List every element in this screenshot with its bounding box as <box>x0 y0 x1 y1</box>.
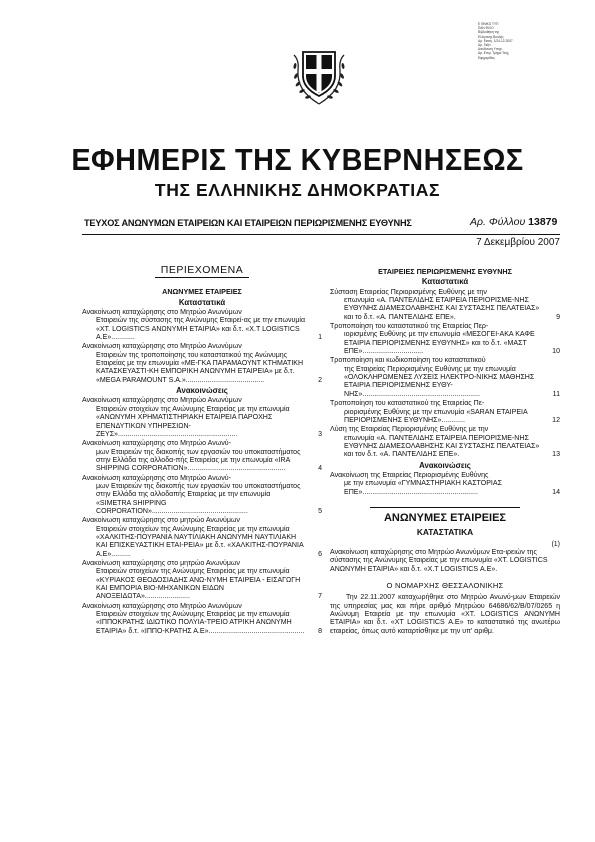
toc-entry-text: Εταιρειών στοιχείων της Ανώνυμης Εταιρείας με την επωνυμία «ΧΑΛΚΙΤΗΣ-ΠΟΥΡΑΝΙΑ ΝΑΥΤΙΛΙΑΚΗ ΑΝΩΝΥΜΗ ΝΑΥΤΙΛΙΑΚΗ ΚΑΙ ΕΠΙΣΚΕΥΑΣΤΙΚΗ ΕΤΑΙ-ΡΕΙΑ» με δ.τ. «ΧΑΛΚΙΤΗΣ-ΠΟΥΡΑΝΙΑ Α.Ε».......... <box>96 525 304 558</box>
toc-entry[interactable] <box>330 426 560 459</box>
stamp-line: Εφημερίδας <box>478 55 495 60</box>
toc-entry-first-line: Τροποποίηση και κωδικοποίηση του καταστατικού <box>330 357 486 365</box>
stamp-line: Ε ΘΝΙΚΟ ΤΥΠ <box>478 22 499 26</box>
section-divider <box>370 507 520 508</box>
toc-page-number: 11 <box>552 390 560 398</box>
issue-label: Αρ. Φύλλου <box>470 216 526 228</box>
notice-text: Την 22.11.2007 καταχωρήθηκε στο Μητρώο Ανωνύ-μων Εταιρειών της υπηρεσίας μας και πήρε αριθμό Μητρώου 64686/62/Β/07/0265 η Ανώνυμη Εταιρεία με την επωνυμία «ΧΤ. LOGISTICS ΑΝΩΝΥΜΗ ΕΤΑΙΡΙΑ» και δ.τ. «ΧΤ LOGISTICS Α.Ε» το καταστατικό της ανωτέρω εταιρείας, όπως αυτό καταρτίσθηκε με την υπ' αριθμ. <box>330 594 560 635</box>
toc-entry-text: μων Εταιρειών της διακοπής των εργασιών του υποκαταστήματος στην Ελλάδα της αλλοδαπής Εταιρείας με την επωνυμία «SIMETRA SHIPPING CORPORATION»................................................. <box>96 482 301 515</box>
toc-entry-text: της Εταιρείας Περιορισμένης Ευθύνης με την επωνυμία «ΟΛΟΚΛΗΡΩΜΕΝΕΣ ΛΥΣΕΙΣ ΗΛΕΚΤΡΟ-ΝΙΚΗΣ ΜΑΘΗΣΗΣ ΕΤΑΙΡΙΑ ΠΕΡΙΟΡΙΣΜΕΝΗΣ ΕΥΘΥ-ΝΗΣ»............................................................ <box>344 365 535 398</box>
series-title: ΤΕΥΧΟΣ ΑΝΩΝΥΜΩΝ ΕΤΑΙΡΕΙΩΝ ΚΑΙ ΕΤΑΙΡΕΙΩΝ ΠΕΡΙΩΡΙΣΜΕΝΗΣ ΕΥΘΥΝΗΣ <box>84 218 412 228</box>
toc-entry-text: Εταιρειών στοιχείων της Ανώνυμης Εταιρείας με την επωνυμία «ΑΝΩΝΥΜΗ ΧΡΗΜΑΤΙΣΤΗΡΙΑΚΗ ΕΤΑΙΡΕΙΑ ΠΑΡΟΧΗΣ ΕΠΕΝΔΥΤΙΚΩΝ ΥΠΗΡΕΣΙΩΝ-ΖΕΥΣ»............................................................. <box>96 405 290 438</box>
toc-entry-text: επωνυμία «Α. ΠΑΝΤΕΛΙΔΗΣ ΕΤΑΙΡΕΙΑ ΠΕΡΙΟΡΙΣΜΕ-ΝΗΣ ΕΥΘΥΝΗΣ ΔΙΑΜΕΣΟΛΑΒΗΣΗΣ ΚΑΙ ΣΥΣΤΑΣΗΣ ΠΕΛΑΤΕΙΑΣ» και τον δ.τ. «Α. ΠΑΝΤΕΛΙΔΗΣ ΕΠΕ». <box>344 434 540 459</box>
toc-entry[interactable] <box>82 440 322 473</box>
gazette-title: ΕΦΗΜΕΡΙΣ ΤΗΣ ΚΥΒΕΡΝΗΣΕΩΣ <box>71 142 524 177</box>
toc-entry-first-line: Τροποποίηση του καταστατικού της Εταιρείας Πε- <box>330 400 485 408</box>
toc-entry-text: ιορισμένης Ευθύνης με την επωνυμία «ΜΕΣΟΓΕΙ-ΑΚΑ ΚΑΦΕ ΕΤΑΙΡΙΑ ΠΕΡΙΟΡΙΣΜΕΝΗΣ ΕΥΘΥΝΗΣ» και το δ.τ. «ΜΑΣΤ ΕΠΕ»............................... <box>344 331 535 356</box>
toc-page-number: 9 <box>556 313 560 321</box>
toc-entry-text: Εταιρειών της τροποποίησης του καταστατικού της Ανώνυμης Εταιρείας με την επωνυμία «ΜΕ-ΓΚΑ ΠΑΡΑΜΑΟΥΝΤ ΚΤΗΜΑΤΙΚΗ ΚΑΤΑΣΚΕΥΑΣΤΙ-ΚΗ ΕΜΠΟΡΙΚΗ ΑΝΩΝΥΜΗ ΕΤΑΙΡΕΙΑ» με δ.τ. «MEGA PARAMOUNT S.A.»........................................ <box>96 351 304 384</box>
toc-left-column <box>82 266 322 637</box>
toc-entry-text: Εταιρειών στοιχείων της Ανώνυμης Εταιρείας με την επωνυμία «ΙΠΠΟΚΡΑΤΗΣ ΙΔΙΩΤΙΚΟ ΠΟΛΥΙΑ-ΤΡΕΙΟ ΑΤΡΙΚΗ ΑΝΩΝΥΜΗ ΕΤΑΙΡΙΑ» δ.τ. «ΙΠΠΟ-ΚΡΑΤΗΣ Α.Ε»................................................. <box>96 611 305 635</box>
toc-page-number: 2 <box>318 376 322 384</box>
stamp-line: Διεύθυνση Υπηρ. <box>478 47 503 52</box>
toc-entry-text: με την επωνυμία «ΓΥΜΝΑΣΤΗΡΙΑΚΗ ΚΑΣΤΟΡΙΑΣ ΕΠΕ»........................................................... <box>344 480 502 496</box>
toc-entry[interactable] <box>82 475 322 517</box>
notice-section-title: ΑΝΩΝΥΜΕΣ ΕΤΑΙΡΕΙΕΣ <box>383 511 507 524</box>
toc-page-number: 8 <box>318 627 322 635</box>
toc-entry[interactable] <box>82 517 322 559</box>
toc-entry-text: Εταιρειών στοιχείων της Ανώνυμης Εταιρείας με την επωνυμία «ΚΥΡΙΑΚΟΣ ΘΕΟΔΟΣΙΑΔΗΣ ΑΝΩ-ΝΥΜΗ ΕΤΑΙΡΕΙΑ - ΕΙΣΑΓΩΓΗ ΚΑΙ ΕΜΠΟΡΙΑ ΒΙΟ-ΜΗΧΑΝΙΚΩΝ ΕΙΔΩΝ ΑΝΟΞΕΙΔΩΤΑ»....................... <box>96 568 301 601</box>
header-rule <box>82 234 560 235</box>
toc-entry[interactable] <box>82 397 322 439</box>
toc-left-section: ΑΝΩΝΥΜΕΣ ΕΤΑΙΡΕΙΕΣ <box>162 287 242 297</box>
toc-entry[interactable] <box>330 323 560 356</box>
gazette-subtitle: ΤΗΣ ΕΛΛΗΝΙΚΗΣ ΔΗΜΟΚΡΑΤΙΑΣ <box>154 180 441 200</box>
toc-entry[interactable] <box>330 472 560 497</box>
notice-body <box>330 549 560 636</box>
toc-entry[interactable] <box>330 357 560 399</box>
toc-page-number: 4 <box>318 465 322 473</box>
toc-left-categories <box>82 299 322 636</box>
toc-entry-first-line: Ανακοίνωση καταχώρησης στο Μητρώο Ανωνύμων <box>82 397 242 405</box>
toc-entry[interactable] <box>82 309 322 342</box>
toc-category-title: Καταστατικά <box>421 277 469 287</box>
toc-category-title: Ανακοινώσεις <box>419 460 471 470</box>
toc-entry[interactable] <box>82 343 322 385</box>
toc-heading: ΠΕΡΙΕΧΟΜΕΝΑ <box>82 266 322 274</box>
right-column <box>330 266 560 636</box>
toc-entry-text: Εταιρειών της σύστασης της Ανώνυμης Εταιρεί-ας με την επωνυμία «ΧΤ. LOGISTICS ΑΝΩΝΥΜΗ ΕΤΑΙΡΙΑ» και δ.τ. «Χ.Τ LOGISTICS Α.Ε»............ <box>96 317 306 342</box>
notice-authority: Ο ΝΟΜΑΡΧΗΣ ΘΕΣΣΑΛΟΝΙΚΗΣ <box>386 581 504 590</box>
toc-entry-text: ριορισμένης Ευθύνης με την επωνυμία «SARAN ΕΤΑΙΡΕΙΑ ΠΕΡΙΟΡΙΣΜΕΝΗΣ ΕΥΘΥΝΗΣ»............ <box>344 408 528 424</box>
toc-entry[interactable] <box>82 603 322 636</box>
issue-number <box>470 216 557 228</box>
stamp-line: Βιβλιοθήκη της <box>478 30 500 35</box>
toc-entry-first-line: Ανακοίνωση της Εταιρείας Περιορισμένης Ευθύνης <box>330 471 489 479</box>
stamp-line: Αρ. Ταξιν. <box>478 43 492 48</box>
issue-date: 7 Δεκεμβρίου 2007 <box>476 237 560 248</box>
toc-page-number: 7 <box>318 593 322 601</box>
library-stamp <box>478 22 568 60</box>
toc-entry-first-line: Λύση της Εταιρείας Περιορισμένης Ευθύνης με την <box>330 426 489 434</box>
notice-number: (1) <box>551 540 560 548</box>
notice-announcement: Ανακοίνωση καταχώρησης στο Μητρώο Ανωνύμων Ετα-ιρειών της σύστασης της Ανώνυμης Εταιρείας με την επωνυμία «ΧΤ. LOGISTICS ΑΝΩΝΥΜΗ ΕΤΑΙΡΙΑ» και δ.τ. «Χ.Τ LOGISTICS Α.Ε». <box>330 548 548 573</box>
stamp-line: Ελληνικής Βουλής <box>478 34 504 39</box>
toc-right-section: ΕΤΑΙΡΕΙΕΣ ΠΕΡΙΩΡΙΣΜΕΝΗΣ ΕΥΘΥΝΗΣ <box>378 267 512 276</box>
stamp-line: Αρ. Εισαγ. 1/24-12-2007 <box>478 38 513 43</box>
toc-entry-first-line: Ανακοίνωση καταχώρησης στο μητρώο Ανωνύμων <box>82 560 240 567</box>
toc-page-number: 13 <box>552 451 560 459</box>
toc-entry-first-line: Σύσταση Εταιρείας Περιορισμένης Ευθύνης με την <box>330 288 487 296</box>
toc-entry-first-line: Ανακοίνωση καταχώρησης στο Μητρώο Ανωνύμων <box>82 343 242 351</box>
toc-page-number: 3 <box>318 430 322 438</box>
toc-entry-first-line: Ανακοίνωση καταχώρησης στο Μητρώο Ανωνύμων <box>82 309 242 317</box>
toc-entry-first-line: Ανακοίνωση καταχώρησης στο Μητρώο Ανωνύμων <box>82 602 242 610</box>
toc-page-number: 14 <box>552 488 560 496</box>
toc-page-number: 10 <box>552 348 560 356</box>
toc-entry-first-line: Ανακοίνωση καταχώρησης στο Μητρώο Ανωνύ- <box>82 474 231 482</box>
toc-entry[interactable] <box>330 400 560 425</box>
toc-category-title: Καταστατικά <box>178 297 226 307</box>
toc-entry[interactable] <box>330 289 560 322</box>
toc-page-number: 1 <box>318 334 322 342</box>
toc-right-categories <box>330 278 560 497</box>
toc-page-number: 12 <box>552 416 560 424</box>
toc-entry[interactable] <box>82 560 322 602</box>
toc-entry-text: μων Εταιρειών της διακοπής των εργασιών του υποκαταστήματος στην Ελλάδα της αλλοδα-πής Εταιρείας με την επωνυμία «IRA SHIPPING CORPORATION».................................................. <box>96 448 301 473</box>
stamp-line: ΠΑΝ ΦΙΛΟ <box>478 26 494 31</box>
coat-of-arms-icon <box>289 42 349 106</box>
issue-value: 13879 <box>528 216 558 228</box>
toc-category-title: Ανακοινώσεις <box>176 386 228 396</box>
stamp-line: Αρ. Επιμ. Τμήμα Τεύχ. <box>478 51 510 56</box>
toc-entry-first-line: Ανακοίνωση καταχώρησης στο μητρώο Ανωνύμων <box>82 517 240 525</box>
toc-entry-text: επωνυμία «Α. ΠΑΝΤΕΛΙΔΗΣ ΕΤΑΙΡΕΙΑ ΠΕΡΙΟΡΙΣΜΕ-ΝΗΣ ΕΥΘΥΝΗΣ ΔΙΑΜΕΣΟΛΑΒΗΣΗΣ ΚΑΙ ΣΥΣΤΑΣΗΣ ΠΕΛΑΤΕΙΑΣ» και το δ.τ. «Α. ΠΑΝΤΕΛΙΔΗΣ ΕΠΕ». <box>344 297 540 321</box>
toc-page-number: 5 <box>318 507 322 515</box>
toc-page-number: 6 <box>318 550 322 558</box>
notice-subsection-title: ΚΑΤΑΣΤΑΤΙΚΑ <box>416 527 474 538</box>
toc-entry-first-line: Ανακοίνωση καταχώρησης στο Μητρώο Ανωνύ- <box>82 440 231 448</box>
toc-entry-first-line: Τροποποίηση του καταστατικού της Εταιρείας Περ- <box>330 323 489 331</box>
